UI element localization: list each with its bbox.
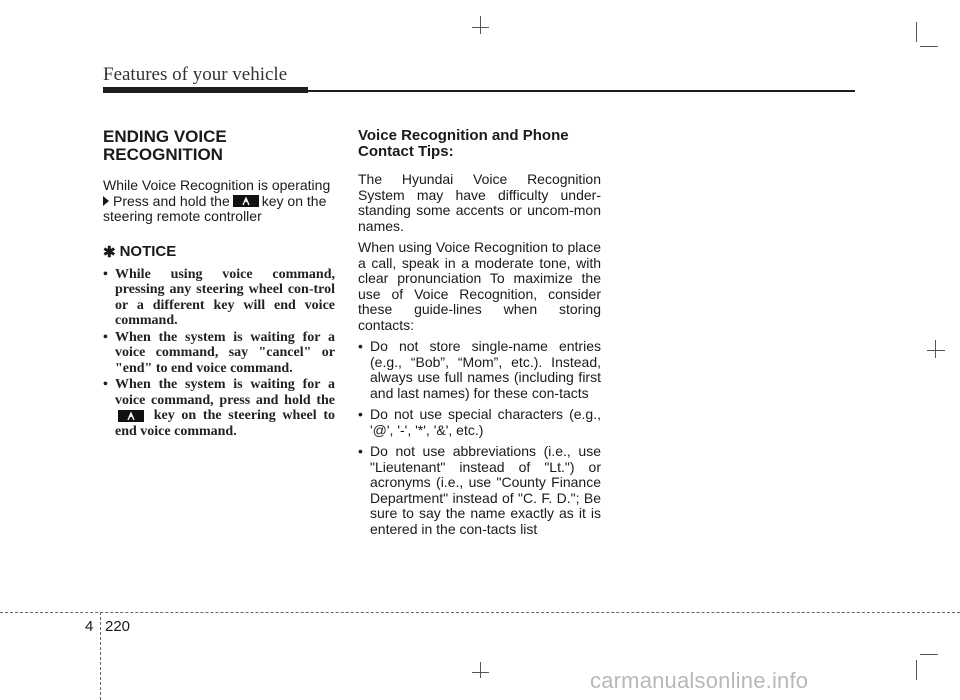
notice-item: • When the system is waiting for a voice command, say "cancel" or "end" to end voice command. (103, 330, 335, 377)
notice-item: • While using voice command, pressing any steering wheel con-trol or a different key will end voice command. (103, 267, 335, 329)
page-number: 220 (105, 618, 131, 635)
notice-item-3-tail: key on the steering wheel to end voice command. (115, 408, 335, 439)
header-rule-thick (103, 87, 308, 93)
section-heading-tips: Voice Recognition and Phone Contact Tips: (358, 127, 569, 160)
page-header-title: Features of your vehicle (103, 64, 288, 85)
notice-title: NOTICE (119, 243, 177, 260)
chapter-number: 4 (85, 618, 94, 635)
triangle-right-icon (103, 196, 109, 206)
intro-text: While Voice Recognition is operating (103, 177, 331, 193)
header-rule-thin (308, 90, 855, 92)
watermark-text: carmanualsonline.info (590, 668, 809, 693)
crop-mark-bottom-bar (472, 672, 489, 673)
footer-rule (0, 612, 960, 613)
notice-list (103, 267, 335, 440)
crop-mark-bottom-right-h (920, 654, 938, 655)
talk-key-icon (118, 410, 144, 422)
instruction-line (103, 194, 335, 210)
notice-item-3-text: When the system is waiting for a voice command, press and hold the (115, 377, 335, 408)
tips-paragraph-1: The Hyundai Voice Recognition System may have difficulty under-standing some accents or uncom-mon names. (358, 171, 601, 234)
right-column (358, 128, 601, 543)
tip-item: • Do not store single-name entries (e.g., “Bob”, “Mom”, etc.). Instead, always use full names (including first and last names) for these con-tacts (358, 339, 601, 401)
talk-key-icon (233, 195, 259, 207)
crop-mark-top-right-h (920, 46, 938, 47)
left-column (103, 128, 335, 440)
instruction-end: steering remote controller (103, 208, 262, 224)
tip-item: • Do not use special characters (e.g., '@', '-', '*', '&', etc.) (358, 407, 601, 438)
crop-mark-top (480, 16, 481, 34)
section-heading-ending-voice: ENDING VOICE RECOGNITION (103, 127, 227, 164)
instruction-post: key on the (261, 192, 327, 209)
crop-mark-right-v (935, 340, 936, 358)
footer-vertical-rule (100, 612, 101, 700)
crop-mark-top-right-v (916, 22, 917, 42)
tip-item: • Do not use abbreviations (i.e., use "Lieutenant" instead of "Lt.") or acronyms (i.e., use "County Finance Department" instead of "C. F. D."; Be sure to say the name exactly as it is entered in the con-tacts list (358, 444, 601, 537)
star-icon: ✱ (103, 243, 116, 261)
crop-mark-top-bar (472, 27, 489, 28)
tips-paragraph-2: When using Voice Recognition to place a call, speak in a moderate tone, with clear pronunciation To maximize the use of Voice Recognition, consider these guide-lines when storing contacts: (358, 239, 601, 333)
instruction-pre: Press and hold the (113, 192, 230, 209)
crop-mark-right-h (927, 350, 945, 351)
crop-mark-bottom-right-v (916, 660, 917, 680)
notice-item (103, 377, 335, 439)
crop-mark-bottom (480, 662, 481, 678)
notice-heading (103, 243, 335, 261)
tips-list (358, 339, 601, 537)
